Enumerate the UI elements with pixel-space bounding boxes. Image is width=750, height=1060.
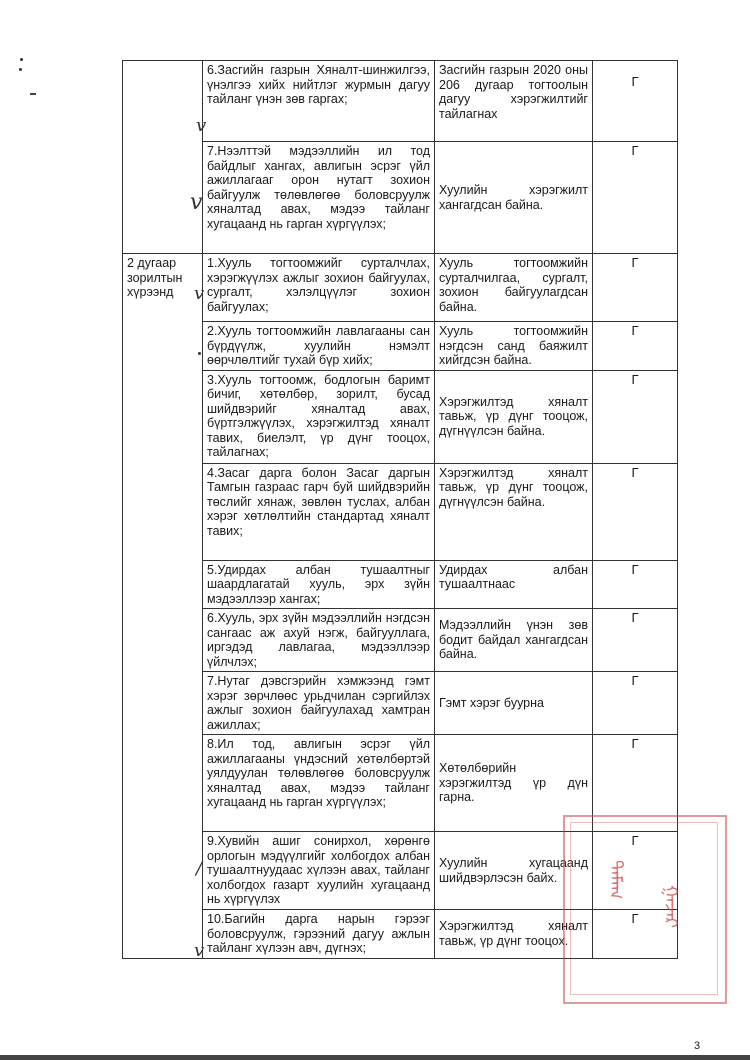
table-row [123, 463, 678, 560]
mark-cell: Г [593, 61, 678, 142]
red-stamp-mark: ᠲᠠᠮᠠᠭ [605, 860, 626, 900]
scan-bottom-edge [0, 1055, 750, 1060]
mark-cell: Г [593, 735, 678, 832]
result-cell: Хэрэгжилтэд хяналт тавьж, үр дүнг тооцох. [435, 910, 593, 959]
mark-cell: Г [593, 832, 678, 910]
action-cell: 6.Засгийн газрын Хяналт-шинжилгээ, үнэлгээ хийх нийтлэг журмын дагуу тайланг үнэн зөв гаргах; [203, 61, 435, 142]
handwritten-check-mark: v [194, 283, 205, 304]
table-row [123, 672, 678, 735]
handwritten-check-mark: v [190, 190, 203, 215]
mark-cell: Г [593, 370, 678, 463]
handwritten-check-mark: / [196, 858, 203, 879]
mark-cell: Г [593, 254, 678, 322]
action-cell: 8.Ил тод, авлигын эсрэг үйл ажиллагааны үндэсний хөтөлбөртэй уялдуулан төлөвлөгөө боловсруулж хяналтад авах, мэдээ тайланг хугацаанд нь гарган хүргүүлэх; [203, 735, 435, 832]
margin-dash [30, 93, 36, 95]
goal-2-label: 2 дугаар зорилтын хүрээнд [123, 254, 203, 959]
result-cell: Мэдээллийн үнэн зөв бодит байдал хангагдсан байна. [435, 609, 593, 672]
action-cell: 6.Хууль, эрх зүйн мэдээллийн нэгдсэн сангаас аж ахуй нэгж, байгууллага, иргэдэд лавлагаа, мэдээллээр үйлчлэх; [203, 609, 435, 672]
action-cell: 9.Хувийн ашиг сонирхол, хөрөнгө орлогын мэдүүлгийг холбогдох албан тушаалтнуудаас хүлээн авах, тайланг холбогдох газарт хуулийн хугацаанд нь хүргүүлэх [203, 832, 435, 910]
page-number: 3 [694, 1040, 701, 1052]
result-cell: Хэрэгжилтэд хяналт тавьж, үр дүнг тооцож, дүгнүүлсэн байна. [435, 370, 593, 463]
table-row [123, 609, 678, 672]
red-stamp-mark: ᠭᠠᠵᠠᠷ [660, 885, 681, 928]
table-row [123, 142, 678, 254]
mark-cell: Г [593, 322, 678, 371]
result-cell: Хууль тогтоомжийн нэгдсэн санд баяжилт хийгдсэн байна. [435, 322, 593, 371]
margin-dot [198, 352, 201, 355]
action-cell: 10.Багийн дарга нарын гэрээг боловсруулж, гэрээний дагуу ажлын тайланг хүлээн авч, дүгнэх; [203, 910, 435, 959]
mark-cell: Г [593, 560, 678, 609]
result-cell: Удирдах албан тушаалтнаас [435, 560, 593, 609]
mark-cell: Г [593, 672, 678, 735]
handwritten-check-mark: v [196, 115, 207, 136]
table-row [123, 370, 678, 463]
result-cell: Хууль тогтоомжийн сурталчилгаа, сургалт, зохион байгуулагдсан байна. [435, 254, 593, 322]
result-cell: Хөтөлбөрийн хэрэгжилтэд үр дүн гарна. [435, 735, 593, 832]
mark-cell: Г [593, 142, 678, 254]
action-cell: 7.Нээлттэй мэдээллийн ил тод байдлыг хангах, авлигын эсрэг үйл ажиллагааг орон нутагт зохион байгуулж төлөвлөгөө боловсруулж хяналтад авах, мэдээ тайланг хугацаанд нь гарган хүргүүлэх; [203, 142, 435, 254]
table-row [123, 254, 678, 322]
red-stamp-inner-frame [570, 822, 718, 995]
margin-dot [19, 68, 22, 71]
action-cell: 1.Хууль тогтоомжийг сурталчлах, хэрэгжүүлэх ажлыг зохион байгуулах, сургалт, хэлэлцүүлэг зохион байгуулах; [203, 254, 435, 322]
mark-cell: Г [593, 609, 678, 672]
table-row [123, 560, 678, 609]
action-cell: 4.Засаг дарга болон Засаг даргын Тамгын газраас гарч буй шийдвэрийн төслийг хянаж, зөвлөн туслах, албан хэрэг хөтлөлтийн стандартад хяналт тавих; [203, 463, 435, 560]
result-cell: Гэмт хэрэг буурна [435, 672, 593, 735]
goal-cell-prev [123, 61, 203, 254]
action-cell: 5.Удирдах албан тушаалтныг шаардлагатай хууль, эрх зүйн мэдээллээр хангах; [203, 560, 435, 609]
result-cell: Засгийн газрын 2020 оны 206 дугаар тогтоолын дагуу хэрэгжилтийг тайлагнах [435, 61, 593, 142]
result-cell: Хуулийн хэрэгжилт хангагдсан байна. [435, 142, 593, 254]
margin-dot [20, 58, 23, 61]
mark-cell: Г [593, 463, 678, 560]
handwritten-check-mark: v [194, 940, 205, 961]
table-row [123, 322, 678, 371]
result-cell: Хэрэгжилтэд хяналт тавьж, үр дүнг тооцож, дүгнүүлсэн байна. [435, 463, 593, 560]
action-cell: 3.Хууль тогтоомж, бодлогын баримт бичиг, хөтөлбөр, зорилт, бусад шийдвэрийг хяналтад авах, бүртгэлжүүлэх, хэрэгжилтэд хяналт тавих, биелэлт, үр дүнг тооцох, тайлагнах; [203, 370, 435, 463]
mark-cell: Г [593, 910, 678, 959]
action-cell: 7.Нутаг дэвсгэрийн хэмжээнд гэмт хэрэг зөрчлөөс урьдчилан сэргийлэх ажлыг зохион байгуулахад хамтран ажиллах; [203, 672, 435, 735]
action-cell: 2.Хууль тогтоомжийн лавлагааны сан бүрдүүлж, хуулийн нэмэлт өөрчлөлтийг тухай бүр хийх; [203, 322, 435, 371]
result-cell: Хуулийн хугацаанд шийдвэрлэсэн байх. [435, 832, 593, 910]
